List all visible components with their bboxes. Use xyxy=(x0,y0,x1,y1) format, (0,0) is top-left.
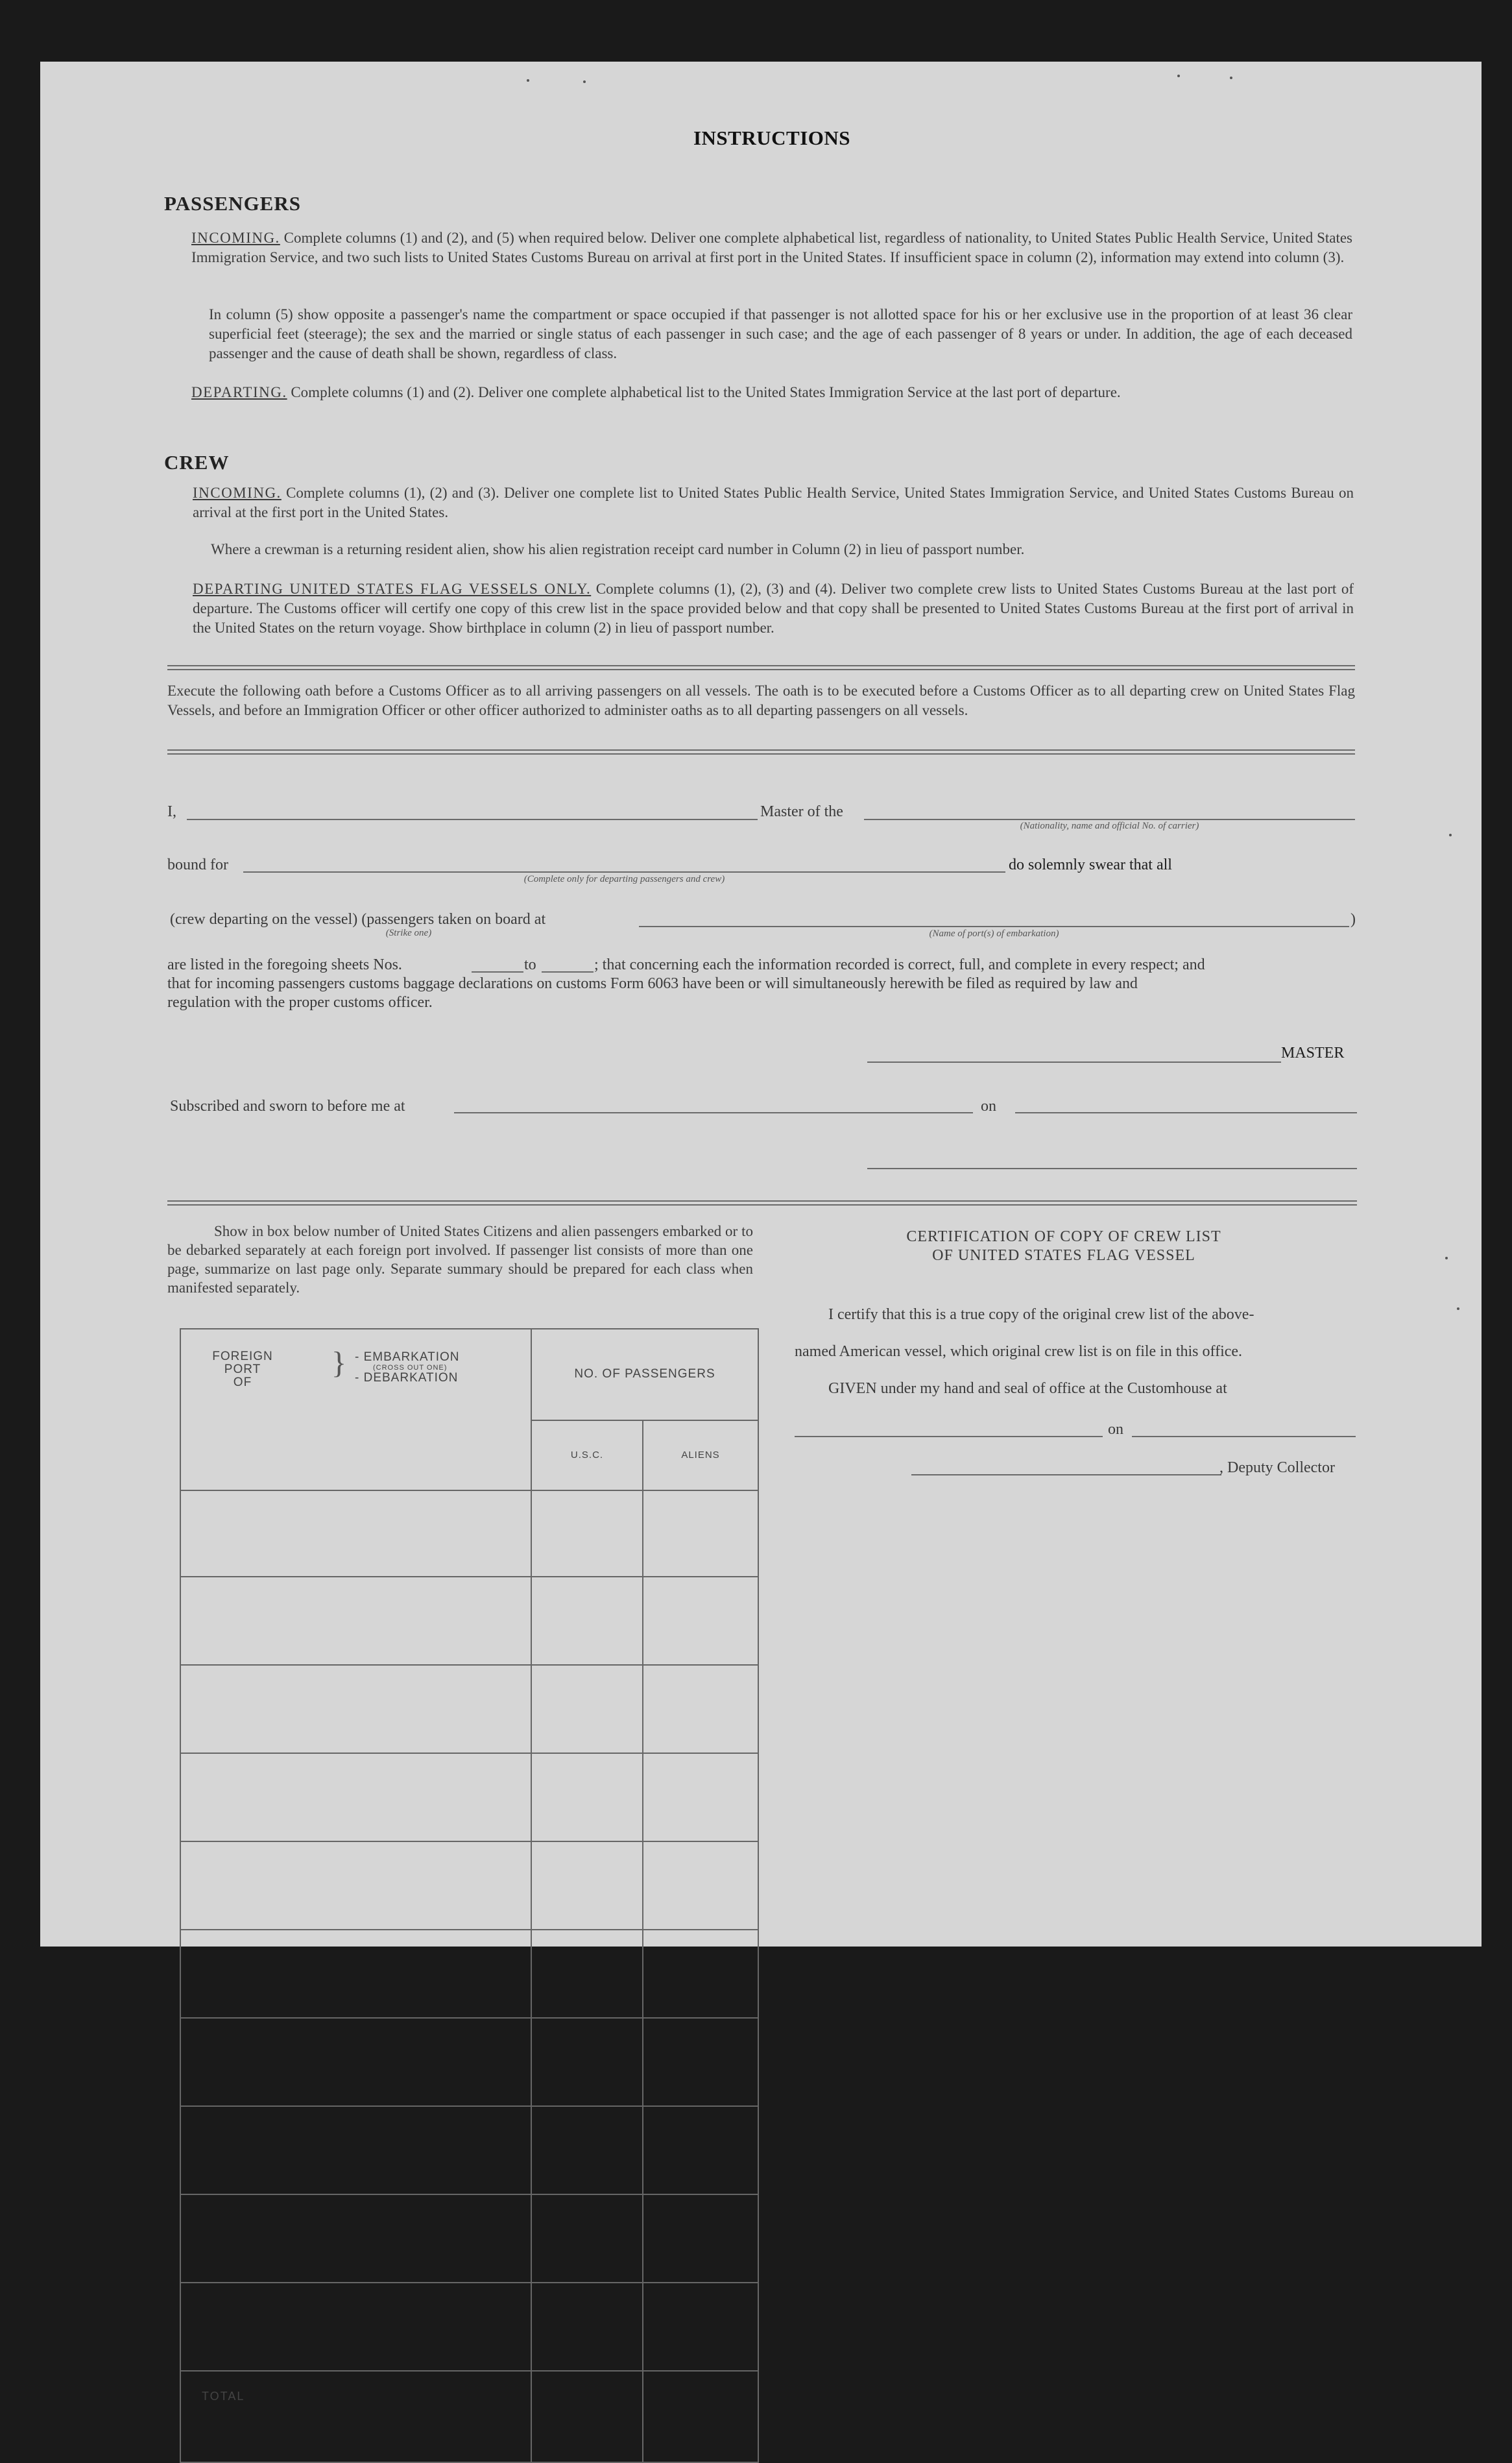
listed-line2: that for incoming passengers customs baggage declarations on customs Form 6063 have been or will simultaneously herewith be filed as required by law and xyxy=(167,975,1138,992)
strike-one-caption: (Strike one) xyxy=(385,928,432,938)
deputy-collector-label: , Deputy Collector xyxy=(1219,1459,1335,1476)
listed-post-label: ; that concerning each the information recorded is correct, full, and complete in every respect; and xyxy=(594,956,1205,973)
aliens-cell[interactable] xyxy=(643,1577,758,1665)
of-label: OF xyxy=(233,1376,252,1389)
usc-cell[interactable] xyxy=(531,2283,643,2371)
port-cell[interactable] xyxy=(180,1577,531,1665)
aliens-total-cell[interactable] xyxy=(643,2371,758,2462)
sworn-on-label: on xyxy=(981,1098,996,1115)
aliens-cell[interactable] xyxy=(643,1665,758,1753)
total-label: TOTAL xyxy=(202,2390,245,2403)
crew-incoming-lead: INCOMING. xyxy=(193,485,282,501)
passengers-incoming-lead: INCOMING. xyxy=(191,230,280,246)
summary-note: Show in box below number of United States Citizens and alien passengers embarked or to be debarked separately at each foreign port involved. If passenger list consists of more than one page, summarize on last page only. Separate summary should be prepared for each class when manifested separately. xyxy=(167,1223,753,1296)
crew-crewman-paragraph: Where a crewman is a returning resident alien, show his alien registration receipt card number in Column (2) in lieu of passport number. xyxy=(211,541,1025,557)
aliens-cell[interactable] xyxy=(643,2283,758,2371)
divider-rule xyxy=(167,665,1355,670)
usc-cell[interactable] xyxy=(531,1490,643,1577)
embarkation-port-field[interactable] xyxy=(639,926,1349,927)
sworn-date-field[interactable] xyxy=(1015,1112,1357,1113)
master-signature-field[interactable] xyxy=(867,1062,1281,1063)
crew-departing-paragraph xyxy=(193,579,1354,638)
crew-departing-lead: DEPARTING UNITED STATES FLAG VESSELS ONLY. xyxy=(193,581,592,597)
usc-cell[interactable] xyxy=(531,1930,643,2018)
port-cell[interactable] xyxy=(180,1930,531,2018)
passengers-heading: PASSENGERS xyxy=(164,192,301,215)
aliens-header: ALIENS xyxy=(643,1420,758,1490)
usc-cell[interactable] xyxy=(531,1577,643,1665)
usc-cell[interactable] xyxy=(531,1753,643,1841)
total-label-cell xyxy=(180,2371,531,2462)
oath-i-label: I, xyxy=(167,803,176,820)
certify-line1: I certify that this is a true copy of the original crew list of the above- xyxy=(828,1306,1254,1323)
listed-pre-label: are listed in the foregoing sheets Nos. xyxy=(167,956,402,973)
passengers-departing-lead: DEPARTING. xyxy=(191,384,287,400)
usc-cell[interactable] xyxy=(531,2194,643,2283)
certify-line2: named American vessel, which original crew list is on file in this office. xyxy=(795,1343,1243,1360)
usc-header: U.S.C. xyxy=(531,1420,643,1490)
aliens-cell[interactable] xyxy=(643,1930,758,2018)
divider-rule xyxy=(167,1200,1357,1206)
page-title: INSTRUCTIONS xyxy=(693,127,850,149)
foreign-label: FOREIGN xyxy=(212,1350,273,1363)
officer-signature-field[interactable] xyxy=(867,1168,1357,1169)
usc-cell[interactable] xyxy=(531,1665,643,1753)
swear-label: do solemnly swear that all xyxy=(1009,856,1172,873)
passengers-departing-paragraph xyxy=(191,383,1352,402)
embarkation-label: - EMBARKATION xyxy=(355,1350,460,1364)
port-cell[interactable] xyxy=(180,1665,531,1753)
aliens-cell[interactable] xyxy=(643,1753,758,1841)
port-cell[interactable] xyxy=(180,1490,531,1577)
close-paren: ) xyxy=(1350,911,1356,928)
carrier-caption: (Nationality, name and official No. of carrier) xyxy=(1020,821,1199,831)
customhouse-field[interactable] xyxy=(795,1436,1103,1437)
divider-rule xyxy=(167,749,1355,755)
port-header-cell xyxy=(180,1329,531,1490)
aliens-cell[interactable] xyxy=(643,2106,758,2194)
scan-speck xyxy=(583,80,586,83)
master-name-field[interactable] xyxy=(187,819,758,820)
crew-incoming-text: Complete columns (1), (2) and (3). Deliver one complete list to United States Public Health Service, United States Immigration Service, and United States Customs Bureau on arrival at the first port in the United States. xyxy=(193,485,1354,520)
aliens-cell[interactable] xyxy=(643,1490,758,1577)
embarkation-port-caption: (Name of port(s) of embarkation) xyxy=(929,928,1059,939)
listed-to-label: to xyxy=(524,956,536,973)
subscribed-label: Subscribed and sworn to before me at xyxy=(170,1098,405,1115)
aliens-cell[interactable] xyxy=(643,2194,758,2283)
certification-on-label: on xyxy=(1108,1421,1123,1438)
given-line: GIVEN under my hand and seal of office at the Customhouse at xyxy=(828,1380,1227,1397)
port-cell[interactable] xyxy=(180,1753,531,1841)
port-cell[interactable] xyxy=(180,2283,531,2371)
passengers-incoming-text: Complete columns (1) and (2), and (5) when required below. Deliver one complete alphabetical list, regardless of nationality, to United States Public Health Service, United States Immigration Service, and two such lists to United States Customs Bureau on arrival at first port in the United States. If insufficient space in column (2), information may extend into column (3). xyxy=(191,230,1353,265)
port-cell[interactable] xyxy=(180,2194,531,2283)
bound-for-field[interactable] xyxy=(243,871,1005,873)
scan-speck xyxy=(1445,1257,1448,1259)
bound-for-label: bound for xyxy=(167,856,228,873)
passengers-incoming-paragraph xyxy=(191,228,1352,267)
sheet-to-field[interactable] xyxy=(542,971,594,973)
port-cell[interactable] xyxy=(180,1841,531,1930)
sheet-from-field[interactable] xyxy=(472,971,523,973)
sworn-place-field[interactable] xyxy=(454,1112,973,1113)
no-of-passengers-header: NO. OF PASSENGERS xyxy=(531,1329,758,1420)
certification-date-field[interactable] xyxy=(1132,1436,1356,1437)
port-cell[interactable] xyxy=(180,2018,531,2106)
certification-heading-line2: OF UNITED STATES FLAG VESSEL xyxy=(932,1247,1195,1264)
debarkation-label: - DEBARKATION xyxy=(355,1371,459,1385)
aliens-cell[interactable] xyxy=(643,2018,758,2106)
scan-speck xyxy=(527,79,529,82)
cross-out-label: (CROSS OUT ONE) xyxy=(373,1364,448,1372)
passengers-departing-text: Complete columns (1) and (2). Deliver one complete alphabetical list to the United States Immigration Service at the last port of departure. xyxy=(291,384,1121,400)
crew-heading: CREW xyxy=(164,451,230,474)
usc-cell[interactable] xyxy=(531,1841,643,1930)
bound-for-caption: (Complete only for departing passengers and crew) xyxy=(523,874,725,884)
port-label: PORT xyxy=(224,1363,261,1376)
oath-instruction: Execute the following oath before a Customs Officer as to all arriving passengers on all vessels. The oath is to be executed before a Customs Officer as to all departing crew on United States Flag Vessels, and before an Immigration Officer or other officer authorized to administer oaths as to all departing passengers on all vessels. xyxy=(167,683,1355,718)
passengers-column5-paragraph: In column (5) show opposite a passenger's name the compartment or space occupied if that passenger is not allotted space for his or her exclusive use in the proportion of at least 36 clear superficial feet (steerage); the sex and the married or single status of each passenger in such case; and the age of each passenger of 8 years or under. In addition, the age of each deceased passenger and the cause of death shall be shown, regardless of class. xyxy=(209,306,1352,361)
scan-speck xyxy=(1457,1307,1459,1310)
deputy-signature-field[interactable] xyxy=(911,1474,1221,1475)
foreign-port-label xyxy=(207,1350,278,1389)
crew-departing-text: Complete columns (1), (2), (3) and (4). Deliver two complete crew lists to United States Customs Bureau at the last port of departure. The Customs officer will certify one copy of this crew list in the space provided below and that copy shall be presented to United States Customs Bureau at the first port of arrival in the United States on the return voyage. Show birthplace in column (2) in lieu of passport number. xyxy=(193,581,1354,636)
passenger-summary-table xyxy=(180,1328,759,2463)
scan-speck xyxy=(1449,834,1452,836)
crew-incoming-paragraph xyxy=(193,483,1354,522)
carrier-field[interactable] xyxy=(864,819,1355,820)
crew-departing-label: (crew departing on the vessel) (passengers taken on board at xyxy=(170,911,546,928)
port-cell[interactable] xyxy=(180,2106,531,2194)
master-of-label: Master of the xyxy=(760,803,843,820)
master-signature-label: MASTER xyxy=(1281,1045,1345,1062)
usc-cell[interactable] xyxy=(531,2018,643,2106)
scan-speck xyxy=(1230,77,1232,79)
aliens-cell[interactable] xyxy=(643,1841,758,1930)
brace-icon: } xyxy=(331,1346,347,1380)
usc-total-cell[interactable] xyxy=(531,2371,643,2462)
scan-speck xyxy=(1177,75,1180,77)
listed-line3: regulation with the proper customs officer. xyxy=(167,994,433,1011)
certification-heading-line1: CERTIFICATION OF COPY OF CREW LIST xyxy=(906,1228,1221,1245)
usc-cell[interactable] xyxy=(531,2106,643,2194)
